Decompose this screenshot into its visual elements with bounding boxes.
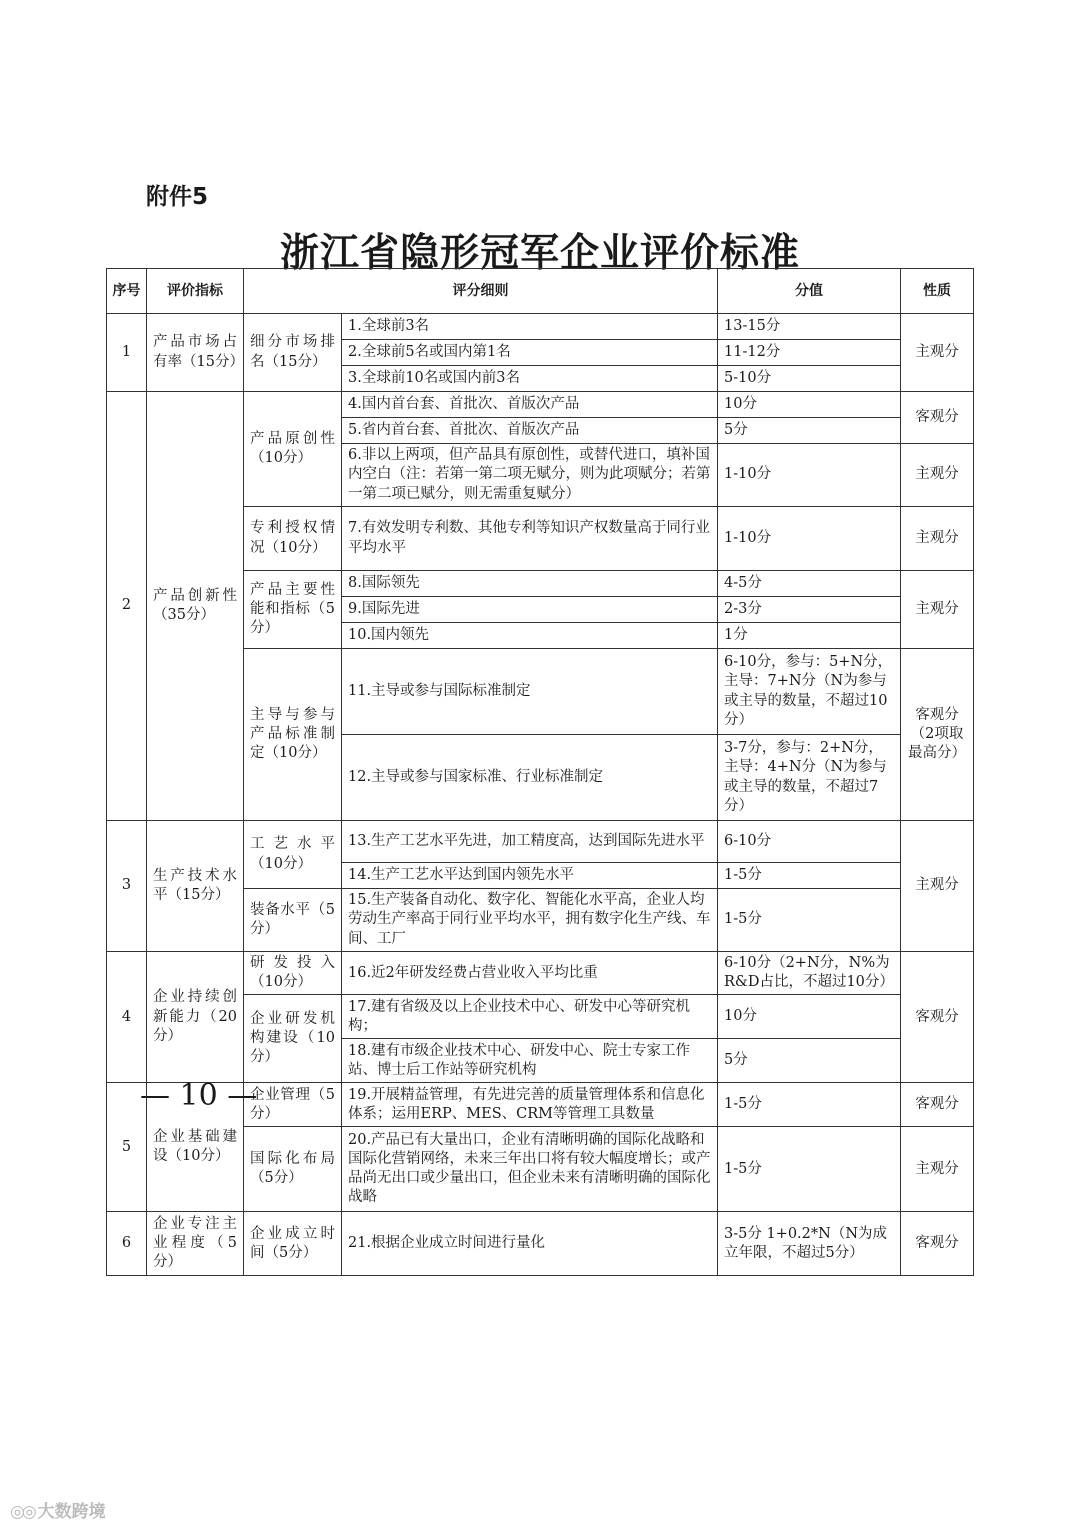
score-cell: 2-3分: [718, 597, 901, 623]
rule-cell: 11.主导或参与国际标准制定: [342, 649, 718, 735]
rule-cell: 14.生产工艺水平达到国内领先水平: [342, 863, 718, 889]
rule-cell: 12.主导或参与国家标准、行业标准制定: [342, 735, 718, 821]
rule-cell: 19.开展精益管理，有先进完善的质量管理体系和信息化体系；运用ERP、MES、CRM等管理工具数量: [342, 1083, 718, 1127]
rule-cell: 17.建有省级及以上企业技术中心、研发中心等研究机构；: [342, 995, 718, 1039]
score-cell: 3-7分，参与：2+N分，主导：4+N分（N为参与或主导的数量，不超过7分）: [718, 735, 901, 821]
rule-cell: 8.国际领先: [342, 571, 718, 597]
document-title: 浙江省隐形冠军企业评价标准: [279, 231, 800, 276]
score-cell: 1分: [718, 623, 901, 649]
nature-cell: 客观分（2项取最高分）: [901, 649, 974, 821]
rule-cell: 6.非以上两项，但产品具有原创性，或替代进口，填补国内空白（注：若第一第二项无赋分，则为此项赋分；若第一第二项已赋分，则无需重复赋分）: [342, 444, 718, 507]
sub-indicator: 企业管理（5分）: [244, 1083, 342, 1127]
rule-cell: 13.生产工艺水平先进，加工精度高，达到国际先进水平: [342, 821, 718, 863]
group-indicator: 企业持续创新能力（20分）: [147, 952, 244, 1083]
group-indicator: 产品市场占有率（15分）: [147, 314, 244, 392]
nature-cell: 主观分: [901, 571, 974, 649]
sub-indicator: 国际化布局（5分）: [244, 1127, 342, 1212]
rule-cell: 16.近2年研发经费占营业收入平均比重: [342, 952, 718, 995]
sub-indicator: 企业研发机构建设（10分）: [244, 995, 342, 1083]
nature-cell: 客观分: [901, 1212, 974, 1276]
header-indicator: 评价指标: [147, 269, 244, 314]
table-row: [107, 952, 974, 995]
score-cell: 3-5分 1+0.2*N（N为成立年限，不超过5分）: [718, 1212, 901, 1276]
sub-indicator: 专利授权情况（10分）: [244, 507, 342, 571]
watermark-text: 大数跨境: [37, 1502, 106, 1522]
page-number: — 10 —: [140, 1078, 258, 1113]
sub-indicator: 产品主要性能和指标（5分）: [244, 571, 342, 649]
nature-cell: 主观分: [901, 314, 974, 392]
nature-cell: 客观分: [901, 952, 974, 1083]
score-cell: 10分: [718, 995, 901, 1039]
score-cell: 1-10分: [718, 444, 901, 507]
score-cell: 1-10分: [718, 507, 901, 571]
table-row: [107, 314, 974, 340]
score-cell: 6-10分（2+N分，N%为R&D占比，不超过10分）: [718, 952, 901, 995]
group-no: 2: [107, 392, 147, 821]
group-no: 1: [107, 314, 147, 392]
nature-cell: 主观分: [901, 1127, 974, 1212]
score-cell: 4-5分: [718, 571, 901, 597]
rule-cell: 4.国内首台套、首批次、首版次产品: [342, 392, 718, 418]
score-cell: 11-12分: [718, 340, 901, 366]
header-nature: 性质: [901, 269, 974, 314]
score-cell: 5-10分: [718, 366, 901, 392]
score-cell: 6-10分，参与：5+N分，主导：7+N分（N为参与或主导的数量，不超过10分）: [718, 649, 901, 735]
table-row: [107, 1212, 974, 1276]
rule-cell: 2.全球前5名或国内第1名: [342, 340, 718, 366]
sub-indicator: 企业成立时间（5分）: [244, 1212, 342, 1276]
group-no: 4: [107, 952, 147, 1083]
rule-cell: 1.全球前3名: [342, 314, 718, 340]
rule-cell: 3.全球前10名或国内前3名: [342, 366, 718, 392]
group-no: 6: [107, 1212, 147, 1276]
table-row: [107, 821, 974, 863]
sub-indicator: 产品原创性（10分）: [244, 392, 342, 507]
sub-indicator: 工艺水平（10分）: [244, 821, 342, 889]
table-header-row: [107, 269, 974, 314]
rule-cell: 5.省内首台套、首批次、首版次产品: [342, 418, 718, 444]
watermark: [10, 1497, 106, 1522]
group-indicator: 企业基础建设（10分）: [147, 1083, 244, 1212]
rule-cell: 9.国际先进: [342, 597, 718, 623]
score-cell: 5分: [718, 1039, 901, 1083]
rule-cell: 15.生产装备自动化、数字化、智能化水平高，企业人均劳动生产率高于同行业平均水平，拥有数字化生产线、车间、工厂: [342, 889, 718, 952]
rule-cell: 7.有效发明专利数、其他专利等知识产权数量高于同行业平均水平: [342, 507, 718, 571]
group-indicator: 企业专注主业程度（5分）: [147, 1212, 244, 1276]
group-no: 3: [107, 821, 147, 952]
nature-cell: 客观分: [901, 1083, 974, 1127]
score-cell: 13-15分: [718, 314, 901, 340]
rule-cell: 21.根据企业成立时间进行量化: [342, 1212, 718, 1276]
sub-indicator: 主导与参与产品标准制定（10分）: [244, 649, 342, 821]
score-cell: 1-5分: [718, 1083, 901, 1127]
header-no: 序号: [107, 269, 147, 314]
attachment-label: 附件5: [146, 184, 209, 210]
sub-indicator: 细分市场排名（15分）: [244, 314, 342, 392]
watermark-logo-icon: ◎◎: [10, 1502, 34, 1522]
group-no: 5: [107, 1083, 147, 1212]
score-cell: 10分: [718, 392, 901, 418]
group-indicator: 生产技术水平（15分）: [147, 821, 244, 952]
group-indicator: 产品创新性（35分）: [147, 392, 244, 821]
nature-cell: 主观分: [901, 444, 974, 507]
score-cell: 5分: [718, 418, 901, 444]
score-cell: 1-5分: [718, 1127, 901, 1212]
score-cell: 6-10分: [718, 821, 901, 863]
score-cell: 1-5分: [718, 889, 901, 952]
header-rules: 评分细则: [244, 269, 718, 314]
nature-cell: 主观分: [901, 507, 974, 571]
nature-cell: 客观分: [901, 392, 974, 444]
sub-indicator: 研发投入（10分）: [244, 952, 342, 995]
rule-cell: 20.产品已有大量出口，企业有清晰明确的国际化战略和国际化营销网络，未来三年出口将有较大幅度增长；或产品尚无出口或少量出口，但企业未来有清晰明确的国际化战略: [342, 1127, 718, 1212]
header-score: 分值: [718, 269, 901, 314]
rule-cell: 10.国内领先: [342, 623, 718, 649]
sub-indicator: 装备水平（5分）: [244, 889, 342, 952]
rule-cell: 18.建有市级企业技术中心、研发中心、院士专家工作站、博士后工作站等研究机构: [342, 1039, 718, 1083]
table-row: [107, 392, 974, 418]
score-cell: 1-5分: [718, 863, 901, 889]
evaluation-table: [106, 268, 974, 1276]
nature-cell: 主观分: [901, 821, 974, 952]
